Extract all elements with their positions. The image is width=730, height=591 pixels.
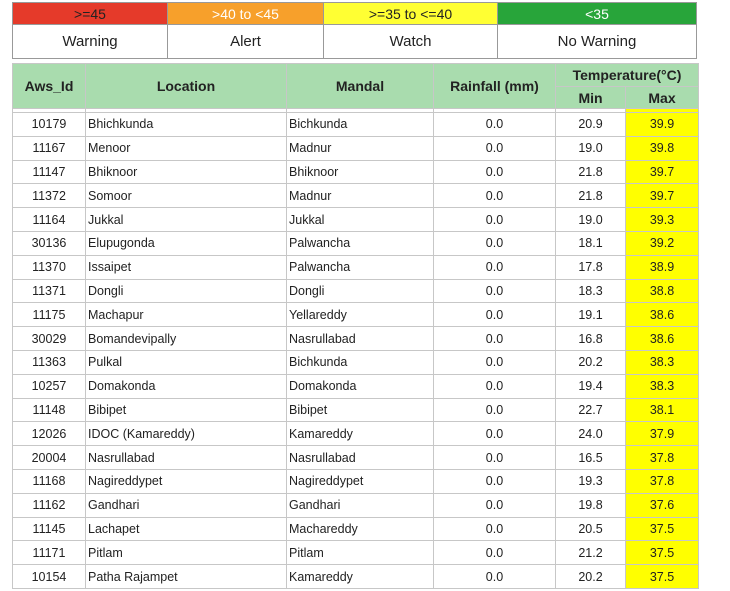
cell-max: 37.5 — [626, 541, 699, 565]
table-row — [13, 469, 699, 493]
header-aws-id: Aws_Id — [13, 64, 86, 109]
legend-range-warning: >=45 — [13, 3, 168, 25]
cell-max: 38.1 — [626, 398, 699, 422]
cell-location: Dongli — [86, 279, 287, 303]
cell-rainfall: 0.0 — [434, 422, 556, 446]
table-row — [13, 255, 699, 279]
cell-aws-id: 11147 — [13, 160, 86, 184]
cell-min: 19.1 — [556, 303, 626, 327]
cell-min: 21.8 — [556, 160, 626, 184]
cell-location: Pulkal — [86, 350, 287, 374]
cell-aws-id: 10179 — [13, 113, 86, 137]
cell-aws-id: 11370 — [13, 255, 86, 279]
cell-mandal: Yellareddy — [287, 303, 434, 327]
cell-rainfall: 0.0 — [434, 541, 556, 565]
cell-max: 38.3 — [626, 350, 699, 374]
cell-max: 38.6 — [626, 327, 699, 351]
cell-rainfall: 0.0 — [434, 469, 556, 493]
cell-max: 37.8 — [626, 446, 699, 470]
legend-label-row — [13, 25, 697, 59]
table-row — [13, 565, 699, 589]
cell-max: 37.6 — [626, 493, 699, 517]
cell-mandal: Jukkal — [287, 208, 434, 232]
cell-location: Nasrullabad — [86, 446, 287, 470]
table-row — [13, 541, 699, 565]
cell-location: Jukkal — [86, 208, 287, 232]
legend-range-watch: >=35 to <=40 — [324, 3, 498, 25]
cell-mandal: Madnur — [287, 184, 434, 208]
cell-mandal: Palwancha — [287, 231, 434, 255]
cell-min: 22.7 — [556, 398, 626, 422]
table-row — [13, 398, 699, 422]
legend-label-warning: Warning — [13, 25, 168, 59]
legend-label-watch: Watch — [324, 25, 498, 59]
cell-min: 18.3 — [556, 279, 626, 303]
cell-mandal: Nagireddypet — [287, 469, 434, 493]
cell-location: Elupugonda — [86, 231, 287, 255]
cell-aws-id: 11175 — [13, 303, 86, 327]
cell-rainfall: 0.0 — [434, 231, 556, 255]
cell-max: 37.5 — [626, 565, 699, 589]
cell-location: Nagireddypet — [86, 469, 287, 493]
cell-mandal: Dongli — [287, 279, 434, 303]
table-row — [13, 160, 699, 184]
cell-location: IDOC (Kamareddy) — [86, 422, 287, 446]
table-header-row — [13, 64, 699, 87]
cell-mandal: Palwancha — [287, 255, 434, 279]
cell-aws-id: 11371 — [13, 279, 86, 303]
cell-aws-id: 11372 — [13, 184, 86, 208]
cell-location: Bhichkunda — [86, 113, 287, 137]
header-location: Location — [86, 64, 287, 109]
cell-aws-id: 12026 — [13, 422, 86, 446]
cell-min: 19.4 — [556, 374, 626, 398]
cell-mandal: Bhiknoor — [287, 160, 434, 184]
cell-max: 38.3 — [626, 374, 699, 398]
table-row — [13, 303, 699, 327]
cell-max: 39.7 — [626, 184, 699, 208]
cell-max: 39.3 — [626, 208, 699, 232]
cell-rainfall: 0.0 — [434, 565, 556, 589]
cell-mandal: Kamareddy — [287, 422, 434, 446]
cell-location: Gandhari — [86, 493, 287, 517]
cell-max: 38.8 — [626, 279, 699, 303]
cell-aws-id: 11148 — [13, 398, 86, 422]
cell-location: Bhiknoor — [86, 160, 287, 184]
cell-min: 21.8 — [556, 184, 626, 208]
cell-rainfall: 0.0 — [434, 184, 556, 208]
table-row — [13, 184, 699, 208]
cell-rainfall: 0.0 — [434, 279, 556, 303]
table-row — [13, 327, 699, 351]
cell-rainfall: 0.0 — [434, 374, 556, 398]
cell-max: 37.8 — [626, 469, 699, 493]
cell-aws-id: 10257 — [13, 374, 86, 398]
cell-mandal: Machareddy — [287, 517, 434, 541]
table-row — [13, 113, 699, 137]
cell-rainfall: 0.0 — [434, 255, 556, 279]
cell-max: 37.9 — [626, 422, 699, 446]
cell-location: Bomandevipally — [86, 327, 287, 351]
header-max: Max — [626, 87, 699, 109]
cell-rainfall: 0.0 — [434, 446, 556, 470]
table-body — [13, 113, 699, 589]
cell-mandal: Bichkunda — [287, 113, 434, 137]
cell-mandal: Madnur — [287, 136, 434, 160]
cell-location: Menoor — [86, 136, 287, 160]
cell-min: 20.2 — [556, 350, 626, 374]
cell-max: 38.6 — [626, 303, 699, 327]
cell-min: 19.8 — [556, 493, 626, 517]
header-rainfall: Rainfall (mm) — [434, 64, 556, 109]
cell-aws-id: 11162 — [13, 493, 86, 517]
legend-label-alert: Alert — [168, 25, 324, 59]
table-row — [13, 422, 699, 446]
cell-aws-id: 11168 — [13, 469, 86, 493]
cell-location: Patha Rajampet — [86, 565, 287, 589]
cell-rainfall: 0.0 — [434, 517, 556, 541]
header-mandal: Mandal — [287, 64, 434, 109]
cell-min: 20.5 — [556, 517, 626, 541]
table-row — [13, 279, 699, 303]
cell-min: 19.0 — [556, 208, 626, 232]
cell-max: 37.5 — [626, 517, 699, 541]
legend-range-no-warning: <35 — [498, 3, 697, 25]
table-row — [13, 136, 699, 160]
cell-min: 24.0 — [556, 422, 626, 446]
cell-min: 21.2 — [556, 541, 626, 565]
cell-rainfall: 0.0 — [434, 303, 556, 327]
cell-rainfall: 0.0 — [434, 136, 556, 160]
cell-min: 16.8 — [556, 327, 626, 351]
cell-max: 39.8 — [626, 136, 699, 160]
cell-rainfall: 0.0 — [434, 350, 556, 374]
cell-aws-id: 11363 — [13, 350, 86, 374]
cell-min: 20.9 — [556, 113, 626, 137]
cell-mandal: Pitlam — [287, 541, 434, 565]
cell-min: 19.0 — [556, 136, 626, 160]
cell-max: 39.9 — [626, 113, 699, 137]
cell-aws-id: 30029 — [13, 327, 86, 351]
cell-max: 38.9 — [626, 255, 699, 279]
cell-mandal: Domakonda — [287, 374, 434, 398]
cell-location: Domakonda — [86, 374, 287, 398]
cell-max: 39.2 — [626, 231, 699, 255]
cell-rainfall: 0.0 — [434, 208, 556, 232]
cell-rainfall: 0.0 — [434, 398, 556, 422]
cell-aws-id: 11145 — [13, 517, 86, 541]
cell-location: Machapur — [86, 303, 287, 327]
cell-rainfall: 0.0 — [434, 493, 556, 517]
table-row — [13, 374, 699, 398]
cell-aws-id: 10154 — [13, 565, 86, 589]
header-min: Min — [556, 87, 626, 109]
table-row — [13, 231, 699, 255]
header-temperature: Temperature(°C) — [556, 64, 699, 87]
cell-min: 20.2 — [556, 565, 626, 589]
table-row — [13, 350, 699, 374]
legend-table — [12, 2, 697, 59]
cell-location: Issaipet — [86, 255, 287, 279]
cell-mandal: Kamareddy — [287, 565, 434, 589]
cell-aws-id: 11167 — [13, 136, 86, 160]
cell-mandal: Gandhari — [287, 493, 434, 517]
table-row — [13, 446, 699, 470]
weather-data-table — [12, 63, 699, 589]
legend-label-no-warning: No Warning — [498, 25, 697, 59]
cell-rainfall: 0.0 — [434, 160, 556, 184]
cell-aws-id: 11171 — [13, 541, 86, 565]
cell-aws-id: 20004 — [13, 446, 86, 470]
cell-location: Pitlam — [86, 541, 287, 565]
legend-range-row — [13, 3, 697, 25]
table-row — [13, 517, 699, 541]
cell-aws-id: 30136 — [13, 231, 86, 255]
cell-min: 19.3 — [556, 469, 626, 493]
cell-mandal: Bichkunda — [287, 350, 434, 374]
cell-min: 16.5 — [556, 446, 626, 470]
cell-mandal: Nasrullabad — [287, 446, 434, 470]
cell-location: Somoor — [86, 184, 287, 208]
legend-range-alert: >40 to <45 — [168, 3, 324, 25]
table-row — [13, 493, 699, 517]
cell-mandal: Nasrullabad — [287, 327, 434, 351]
cell-mandal: Bibipet — [287, 398, 434, 422]
cell-aws-id: 11164 — [13, 208, 86, 232]
cell-rainfall: 0.0 — [434, 113, 556, 137]
cell-location: Lachapet — [86, 517, 287, 541]
cell-location: Bibipet — [86, 398, 287, 422]
cell-rainfall: 0.0 — [434, 327, 556, 351]
cell-min: 17.8 — [556, 255, 626, 279]
cell-max: 39.7 — [626, 160, 699, 184]
cell-min: 18.1 — [556, 231, 626, 255]
table-row — [13, 208, 699, 232]
